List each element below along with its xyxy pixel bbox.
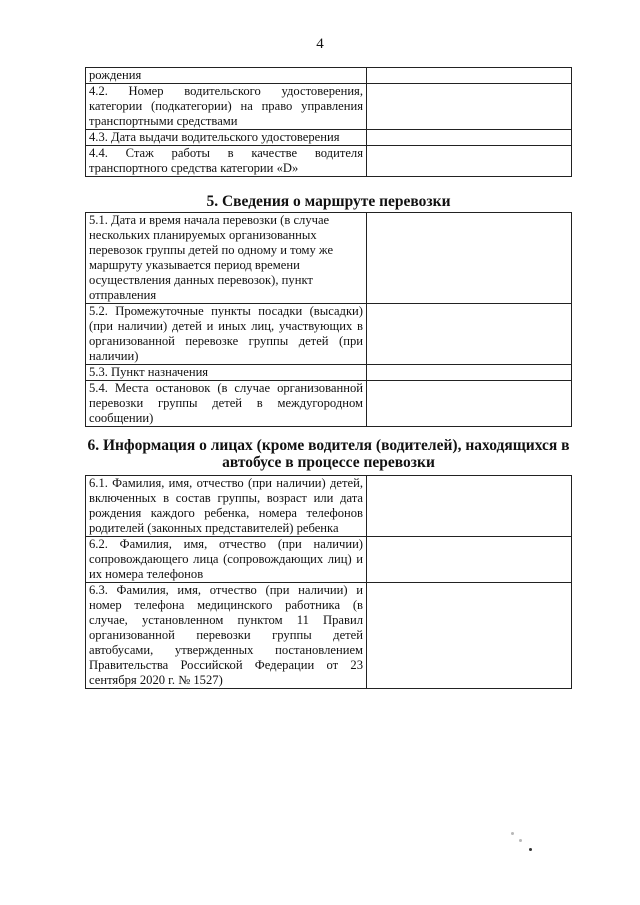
row-label-driving-experience: 4.4. Стаж работы в качестве водителя транспортного средства категории «D» (86, 146, 367, 177)
table-row (86, 68, 572, 84)
row-value-medical-worker (367, 583, 572, 689)
row-label-start-datetime: 5.1. Дата и время начала перевозки (в случае нескольких планируемых организованных перевозок группы детей по одному и тому же маршруту указывается период времени осуществления данных перевозок), пункт отправления (86, 213, 367, 304)
row-label-license-number: 4.2. Номер водительского удостоверения, категории (подкатегории) на право управления транспортными средствами (86, 84, 367, 130)
route-info-table (85, 212, 572, 427)
table-row (86, 146, 572, 177)
row-label-birth-date: рождения (86, 68, 367, 84)
row-value-license-number (367, 84, 572, 130)
row-label-medical-worker: 6.3. Фамилия, имя, отчество (при наличии) и номер телефона медицинского работника (в случае, установленном пунктом 11 Правил организованной перевозки группы детей автобусами, утвержденных постановлением Правительства Российской Федерации от 23 сентября 2020 г. № 1527) (86, 583, 367, 689)
row-value-intermediate-stops (367, 304, 572, 365)
scan-mark (529, 848, 532, 851)
row-value-start-datetime (367, 213, 572, 304)
row-label-stop-places: 5.4. Места остановок (в случае организованной перевозки группы детей в междугородном сообщении) (86, 381, 367, 427)
row-value-destination (367, 365, 572, 381)
section-5-title: 5. Сведения о маршруте перевозки (206, 193, 451, 210)
row-value-escorts (367, 537, 572, 583)
row-label-destination: 5.3. Пункт назначения (86, 365, 367, 381)
table-row (86, 213, 572, 304)
driver-info-table (85, 67, 572, 177)
section-6-title: 6. Информация о лицах (кроме водителя (водителей), находящихся в автобусе в процессе перевозки (87, 437, 570, 471)
table-row (86, 583, 572, 689)
scan-mark (519, 839, 522, 842)
row-value-driving-experience (367, 146, 572, 177)
row-label-license-date: 4.3. Дата выдачи водительского удостоверения (86, 130, 367, 146)
row-value-birth-date (367, 68, 572, 84)
table-row (86, 537, 572, 583)
row-label-children: 6.1. Фамилия, имя, отчество (при наличии) детей, включенных в состав группы, возраст или дата рождения каждого ребенка, номера телефонов родителей (законных представителей) ребенка (86, 476, 367, 537)
row-value-stop-places (367, 381, 572, 427)
row-value-children (367, 476, 572, 537)
table-row (86, 365, 572, 381)
row-label-escorts: 6.2. Фамилия, имя, отчество (при наличии) сопровождающего лица (сопровождающих лиц) и их номера телефонов (86, 537, 367, 583)
page-number: 4 (316, 36, 324, 52)
table-row (86, 84, 572, 130)
persons-info-table (85, 475, 572, 689)
row-value-license-date (367, 130, 572, 146)
row-label-intermediate-stops: 5.2. Промежуточные пункты посадки (высадки) (при наличии) детей и иных лиц, участвующих в организованной перевозке группы детей (при наличии) (86, 304, 367, 365)
scan-mark (511, 832, 514, 835)
table-row (86, 130, 572, 146)
table-row (86, 304, 572, 365)
table-row (86, 476, 572, 537)
table-row (86, 381, 572, 427)
